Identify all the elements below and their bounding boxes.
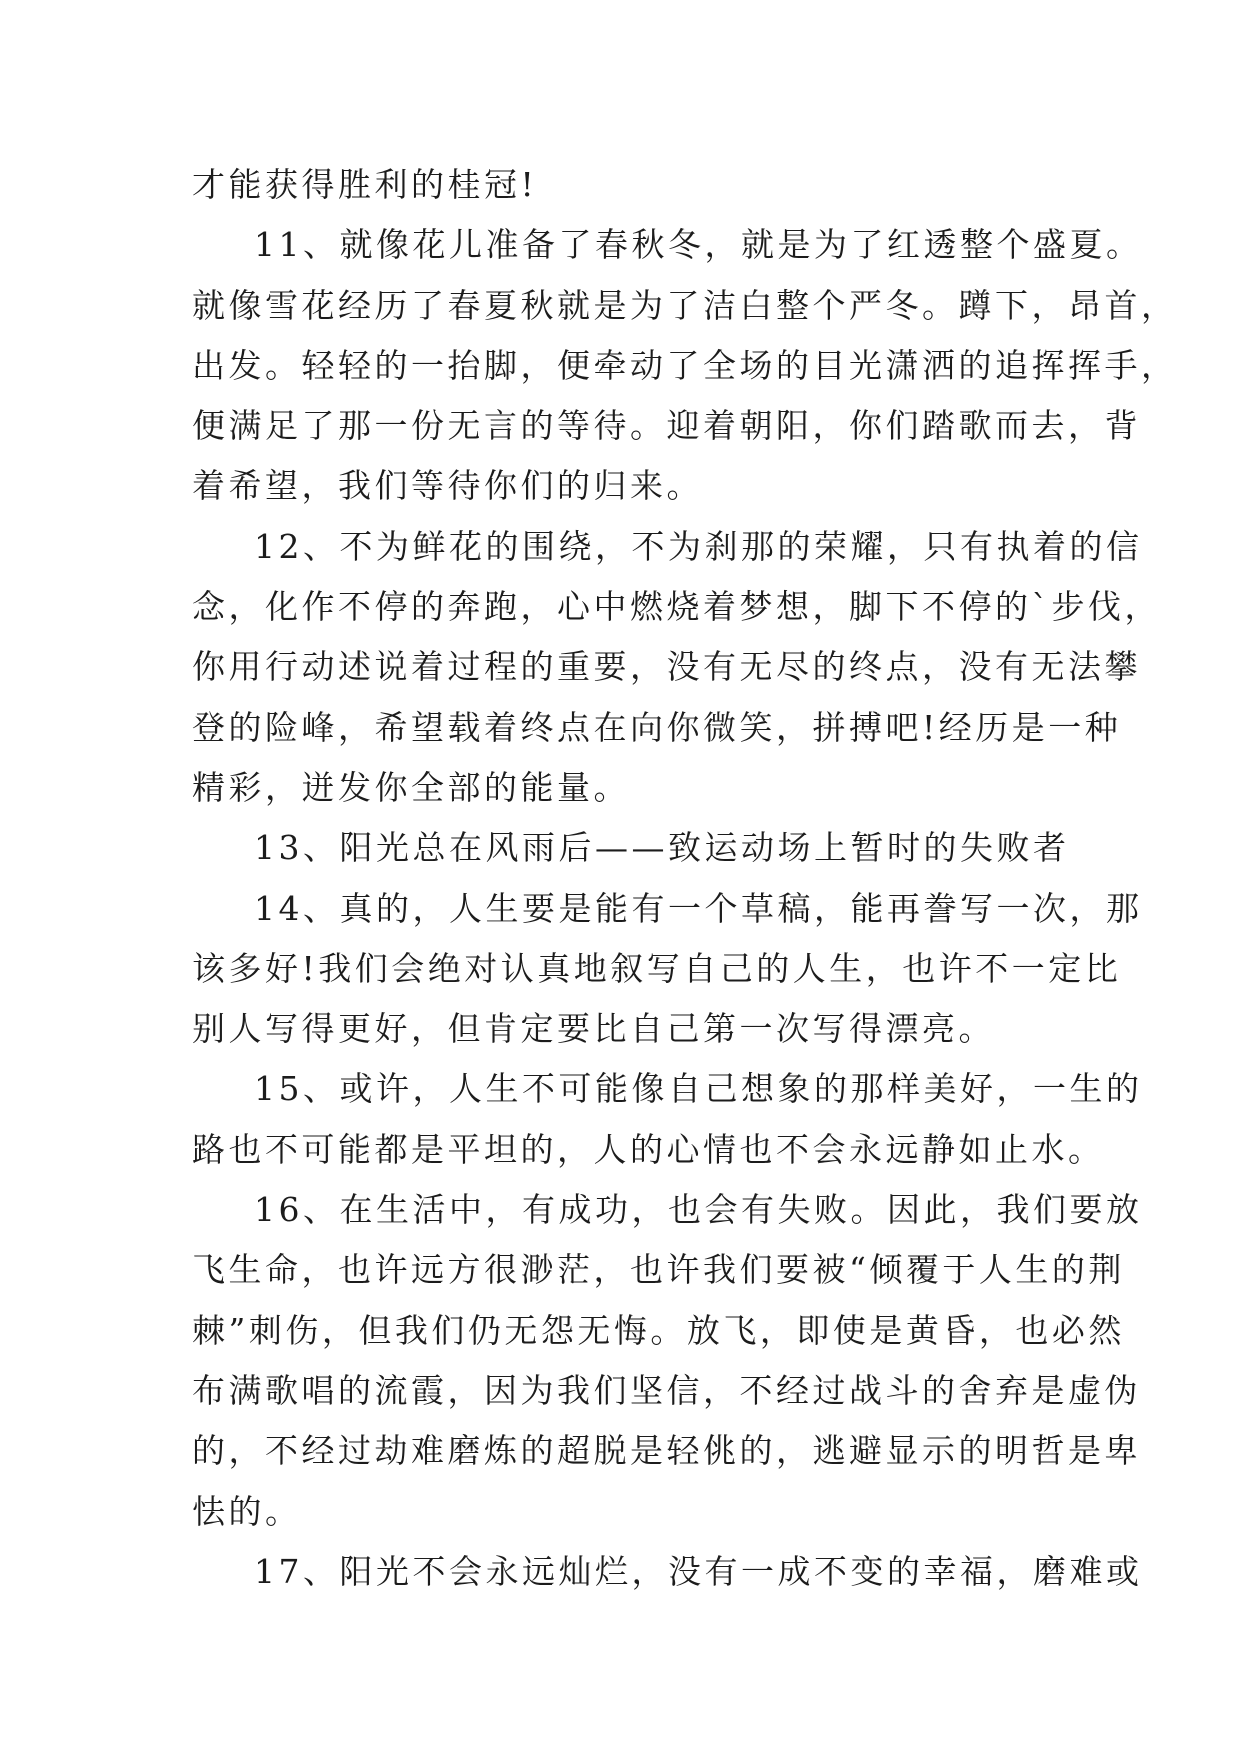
text-line: 精彩，迸发你全部的能量。 — [192, 767, 630, 807]
text-line: 该多好!我们会绝对认真地叙写自己的人生，也许不一定比 — [192, 948, 1122, 988]
text-line: 便满足了那一份无言的等待。迎着朝阳，你们踏歌而去，背 — [192, 406, 1141, 446]
text-line: 出发。轻轻的一抬脚，便牵动了全场的目光潇洒的追挥挥手， — [192, 345, 1178, 385]
text-line: 怯的。 — [192, 1491, 302, 1531]
text-line: 11、就像花儿准备了春秋冬，就是为了红透整个盛夏。 — [254, 225, 1143, 265]
text-line: 17、阳光不会永远灿烂，没有一成不变的幸福，磨难或 — [254, 1551, 1143, 1591]
text-line: 就像雪花经历了春夏秋就是为了洁白整个严冬。蹲下，昂首， — [192, 285, 1178, 325]
text-line: 才能获得胜利的桂冠! — [192, 165, 538, 204]
text-line: 棘”刺伤，但我们仍无怨无悔。放飞，即使是黄昏，也必然 — [192, 1310, 1125, 1350]
text-line: 念，化作不停的奔跑，心中燃烧着梦想，脚下不停的`步伐， — [192, 587, 1161, 627]
text-line: 飞生命，也许远方很渺茫，也许我们要被“倾覆于人生的荆 — [192, 1250, 1125, 1290]
body-text — [192, 155, 1178, 1602]
text-line: 你用行动述说着过程的重要，没有无尽的终点，没有无法攀 — [192, 647, 1141, 687]
text-line: 16、在生活中，有成功，也会有失败。因此，我们要放 — [254, 1190, 1143, 1230]
text-line: 登的险峰，希望载着终点在向你微笑，拼搏吧!经历是一种 — [192, 707, 1122, 747]
text-line: 12、不为鲜花的围绕，不为刹那的荣耀，只有执着的信 — [254, 526, 1143, 566]
text-line: 14、真的，人生要是能有一个草稿，能再誊写一次，那 — [254, 888, 1143, 928]
text-line: 别人写得更好，但肯定要比自己第一次写得漂亮。 — [192, 1009, 995, 1049]
text-line: 路也不可能都是平坦的，人的心情也不会永远静如止水。 — [192, 1129, 1105, 1169]
text-line: 15、或许，人生不可能像自己想象的那样美好，一生的 — [254, 1069, 1143, 1109]
text-line: 13、阳光总在风雨后——致运动场上暂时的失败者 — [254, 828, 1070, 868]
text-line: 布满歌唱的流霞，因为我们坚信，不经过战斗的舍弃是虚伪 — [192, 1370, 1141, 1410]
text-line: 的，不经过劫难磨炼的超脱是轻佻的，逃避显示的明哲是卑 — [192, 1431, 1141, 1471]
text-line: 着希望，我们等待你们的归来。 — [192, 466, 703, 506]
